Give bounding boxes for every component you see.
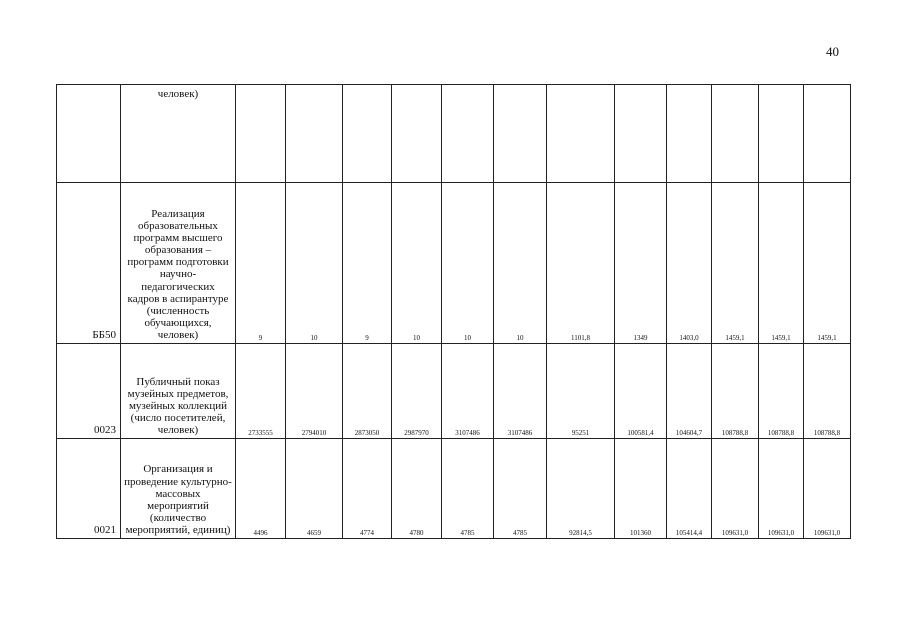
table-cell: 109631,0 <box>759 439 804 539</box>
table-cell: 3107486 <box>494 344 547 439</box>
table-cell: 4785 <box>442 439 494 539</box>
table-cell <box>759 85 804 183</box>
table-cell: 1459,1 <box>712 183 759 344</box>
table-cell: 2733555 <box>236 344 286 439</box>
table-cell: 1459,1 <box>759 183 804 344</box>
table-cell: 10 <box>442 183 494 344</box>
table-cell <box>392 85 442 183</box>
table-cell: 4496 <box>236 439 286 539</box>
table-cell: 101360 <box>615 439 667 539</box>
budget-indicators-table <box>56 84 851 539</box>
service-code <box>57 85 121 183</box>
table-cell: 105414,4 <box>667 439 712 539</box>
service-code: 0023 <box>57 344 121 439</box>
table-cell: 3107486 <box>442 344 494 439</box>
table-cell <box>667 85 712 183</box>
table-cell: 10 <box>494 183 547 344</box>
table-cell: 2873050 <box>343 344 392 439</box>
table-cell: 109631,0 <box>804 439 851 539</box>
service-description: Организация и проведение культурно-массовых мероприятий (количество мероприятий, единиц) <box>121 439 236 539</box>
table-row <box>57 439 851 539</box>
table-cell: 4659 <box>286 439 343 539</box>
table-cell <box>712 85 759 183</box>
table-row <box>57 85 851 183</box>
table-cell: 4780 <box>392 439 442 539</box>
page-number: 40 <box>826 44 839 59</box>
table-cell: 1459,1 <box>804 183 851 344</box>
table-cell: 100581,4 <box>615 344 667 439</box>
table-cell: 4774 <box>343 439 392 539</box>
table-cell <box>547 85 615 183</box>
table-cell <box>236 85 286 183</box>
table-cell: 108788,8 <box>804 344 851 439</box>
table-cell <box>286 85 343 183</box>
service-code: ББ50 <box>57 183 121 344</box>
table-row <box>57 183 851 344</box>
table-cell: 2794010 <box>286 344 343 439</box>
table-cell: 92814,5 <box>547 439 615 539</box>
service-description: Публичный показ музейных предметов, музейных коллекций (число посетителей, человек) <box>121 344 236 439</box>
table-cell <box>615 85 667 183</box>
table-cell: 2987970 <box>392 344 442 439</box>
table-cell: 109631,0 <box>712 439 759 539</box>
table-cell: 1101,8 <box>547 183 615 344</box>
table-cell: 10 <box>286 183 343 344</box>
table-cell: 104604,7 <box>667 344 712 439</box>
table-row <box>57 344 851 439</box>
table-cell: 1349 <box>615 183 667 344</box>
service-code: 0021 <box>57 439 121 539</box>
table-cell: 108788,8 <box>712 344 759 439</box>
table-cell: 10 <box>392 183 442 344</box>
table-cell <box>343 85 392 183</box>
table-cell <box>442 85 494 183</box>
table-cell: 9 <box>236 183 286 344</box>
table-cell <box>804 85 851 183</box>
table-cell: 4785 <box>494 439 547 539</box>
table-cell: 108788,8 <box>759 344 804 439</box>
service-description: Реализация образовательных программ высшего образования – программ подготовки научно-педагогических кадров в аспирантуре (численность обучающихся, человек) <box>121 183 236 344</box>
table-cell: 95251 <box>547 344 615 439</box>
table-cell <box>494 85 547 183</box>
table-cell: 1403,0 <box>667 183 712 344</box>
service-description: человек) <box>121 85 236 183</box>
table-cell: 9 <box>343 183 392 344</box>
